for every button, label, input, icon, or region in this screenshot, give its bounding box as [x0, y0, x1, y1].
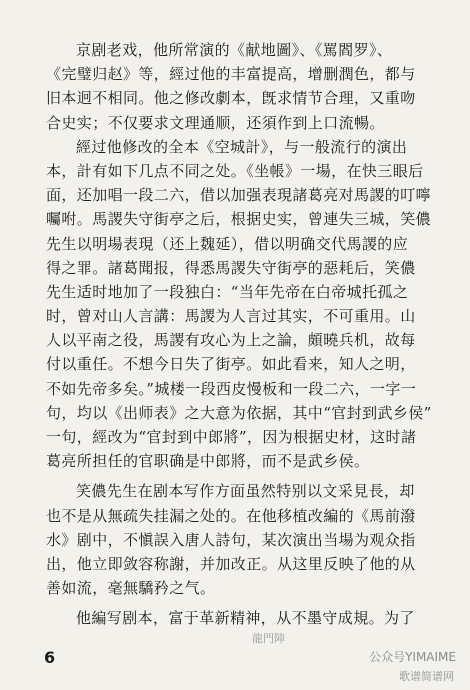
text-line: 合史实；不仅要求文理通顺，还須作到上口流暢。	[46, 113, 385, 132]
text-line: 时，曾对山人言講：馬謖为人言过其实，不可重用。山	[46, 307, 416, 326]
text-line: 一句，經改为“官封到中郎將”，因为根据史材，这时諸	[46, 428, 417, 446]
watermark-stamp: 龍門陣	[252, 632, 285, 645]
paragraph	[46, 135, 446, 474]
text-line: 付以重任。不想今日失了街亭。如此看来，知人之明，	[46, 355, 416, 374]
text-line: 經过他修改的全本《空城計》，与一般流行的演出	[76, 137, 408, 156]
text-line: 囑咐。馬謖失守街亭之后，根据史实，曾連失三城，笑儂	[46, 210, 432, 229]
text-line: 京剧老戏，他所常演的《献地圖》、《罵閻罗》、	[76, 41, 393, 59]
paragraph	[46, 606, 446, 630]
text-line: 先生适时地加了一段独白：“当年先帝在白帝城托孤之	[46, 282, 409, 301]
text-line: 葛亮所担任的官职确是中郎將，而不是武乡侯。	[46, 452, 370, 471]
text-line: 笑儂先生在剧本写作方面虽然特别以文采見長，却	[76, 482, 415, 501]
watermark-wechat: 公众号YIMAIME	[369, 650, 456, 664]
text-line: 句，均以《出师表》之大意为依据，其中“官封到武乡侯”	[46, 403, 432, 422]
text-line: 人以平南之役，馬謖有攻心为上之論，頗曉兵机，故每	[46, 331, 416, 350]
body-text	[46, 38, 446, 631]
text-line: 他編写剧本，富于革新精神，从不墨守成規。为了	[76, 609, 415, 628]
paragraph	[46, 479, 446, 600]
paragraph	[46, 38, 446, 135]
text-line: 不如先帝多矣。”城楼一段西皮慢板和一段二六，一字一	[46, 379, 417, 398]
text-line: 《完璧归赵》等，經过他的丰富提高，增删潤色，都与	[46, 65, 416, 84]
text-line: 面，还加唱一段二六，借以加强表現諸葛亮对馬謖的叮嚀	[46, 186, 432, 205]
text-line: 善如流，毫無驕矜之气。	[46, 579, 216, 598]
text-line: 出，他立即敛容称謝，并加改正。从这里反映了他的从	[46, 554, 416, 573]
watermark-site: 歌谱简谱网	[399, 670, 454, 683]
text-line: 旧本迥不相同。他之修改劇本，旣求情节合理，又重吻	[46, 89, 416, 108]
text-line: 也不是从無疏失挂漏之处的。在他移植改編的《馬前潑	[46, 506, 416, 525]
text-line: 本，計有如下几点不同之处。《坐帳》一場，在快三眼后	[46, 161, 424, 180]
page-number: 6	[44, 648, 56, 667]
text-line: 得之罪。諸葛聞报，得悉馬謖失守街亭的惡耗后，笑儂	[46, 258, 416, 277]
text-line: 水》剧中，不愼誤入唐人詩句，某次演出当場为观众指	[46, 530, 416, 549]
text-line: 先生以明場表現（还上魏延），借以明确交代馬謖的应	[46, 234, 409, 253]
